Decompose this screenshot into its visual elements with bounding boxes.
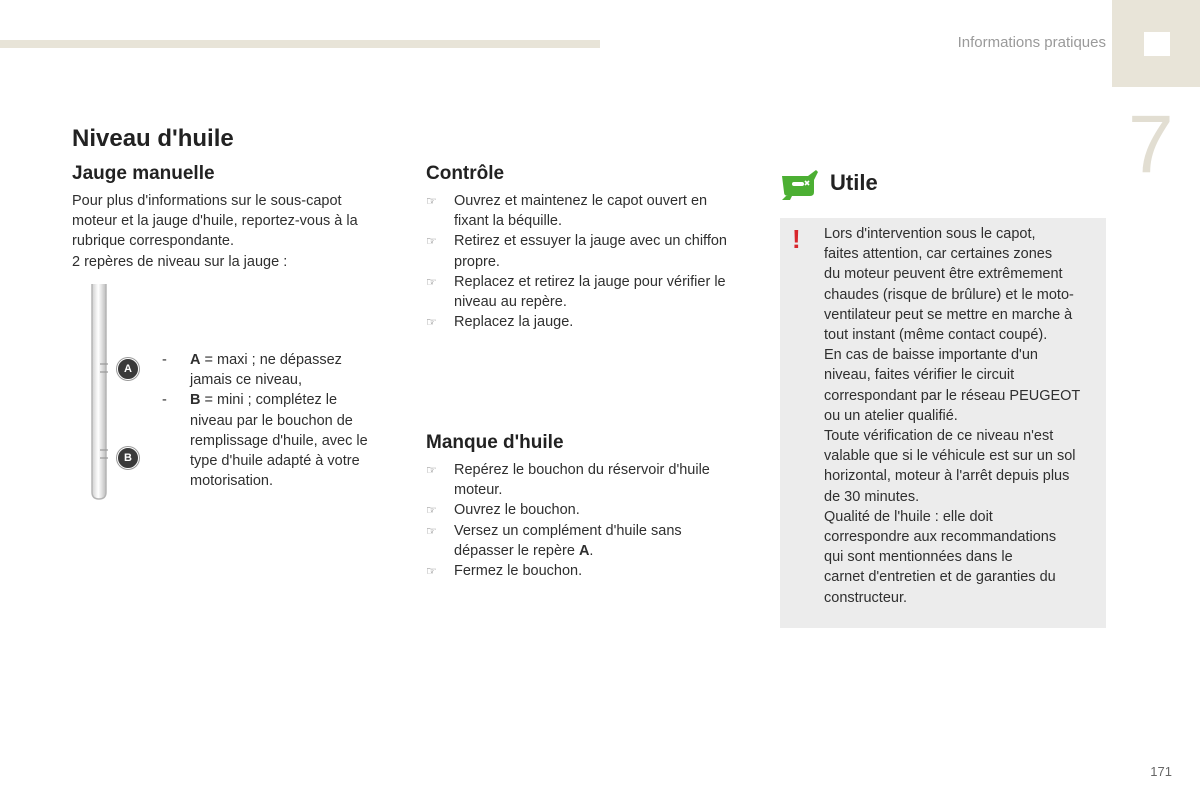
utile-line: carnet d'entretien et de garanties du [824, 569, 1056, 586]
level-letter: A [190, 352, 201, 368]
level-item-a [162, 350, 390, 390]
page-title: Niveau d'huile [72, 125, 234, 152]
pointing-hand-icon: ☞ [426, 194, 437, 208]
warning-icon: ! [792, 224, 801, 254]
list-dash: - [162, 352, 167, 368]
jauge-heading: Jauge manuelle [72, 163, 215, 184]
list-item: ☞ Ouvrez et maintenez le capot ouvert en fixant la béquille. [426, 193, 708, 230]
jauge-intro-line: moteur et la jauge d'huile, reportez-vous à la [72, 213, 358, 230]
utile-line: de 30 minutes. [824, 488, 920, 505]
manque-heading: Manque d'huile [426, 432, 564, 453]
chapter-number: 7 [1128, 99, 1174, 190]
pointing-hand-icon: ☞ [426, 315, 437, 330]
list-item: ☞ Ouvrez le bouchon. [426, 500, 756, 520]
pointing-hand-icon: ☞ [426, 503, 437, 518]
level-text: type d'huile adapté à votre [190, 453, 360, 470]
list-item: ☞ Replacez et retirez la jauge pour vérifier le niveau au repère. [426, 273, 726, 311]
level-text: niveau par le bouchon de [190, 412, 353, 429]
utile-line: valable que si le véhicule est sur un sol [824, 448, 1076, 465]
pointing-hand-icon: ☞ [426, 463, 437, 477]
dipstick-rod [92, 284, 106, 499]
jauge-intro-line: rubrique correspondante. [72, 233, 235, 250]
controle-list [426, 191, 756, 332]
list-item: ☞ Retirez et essuyer la jauge avec un chiffon propre. [426, 233, 727, 270]
header-rule [0, 40, 600, 48]
chapter-tab-square [1144, 32, 1170, 56]
level-text: remplissage d'huile, avec le [190, 432, 368, 449]
list-item: ☞ Versez un complément d'huile sans dépasser le repère A. [426, 522, 682, 559]
list-dash: - [162, 392, 167, 409]
utile-line: horizontal, moteur à l'arrêt depuis plus [824, 468, 1070, 485]
controle-heading: Contrôle [426, 163, 505, 184]
utile-line: Lors d'intervention sous le capot, [824, 226, 1036, 242]
pointing-hand-icon: ☞ [426, 523, 437, 538]
jauge-intro-line: Pour plus d'informations sur le sous-capot [72, 193, 342, 209]
utile-line: ventilateur peut se mettre en marche à [824, 306, 1073, 323]
dipstick-illustration [86, 280, 146, 504]
level-text: motorisation. [190, 473, 274, 490]
list-item: ☞ Replacez la jauge. [426, 312, 756, 332]
utile-line: ou un atelier qualifié. [824, 407, 958, 424]
level-text: = maxi ; ne dépassez [200, 352, 342, 368]
utile-line: faites attention, car certaines zones [824, 246, 1053, 263]
utile-line: chaudes (risque de brûlure) et le moto- [824, 286, 1074, 303]
page-number: 171 [1150, 764, 1172, 779]
utile-text [824, 224, 1100, 608]
jauge-intro [72, 191, 392, 272]
marker-b-badge: B [117, 447, 139, 469]
multitool-icon [778, 166, 820, 202]
utile-line: En cas de baisse importante d'un [824, 347, 1038, 364]
utile-line: qui sont mentionnées dans le [824, 549, 1013, 566]
utile-line: correspondant par le réseau PEUGEOT [824, 387, 1081, 404]
utile-line: correspondre aux recommandations [824, 529, 1057, 546]
list-item: ☞ Repérez le bouchon du réservoir d'huile moteur. [426, 462, 710, 499]
level-text: jamais ce niveau, [190, 372, 303, 389]
chapter-tab [1112, 0, 1200, 87]
level-list [162, 350, 390, 491]
pointing-hand-icon: ☞ [426, 234, 437, 249]
section-name: Informations pratiques [957, 34, 1106, 51]
list-item: ☞ Fermez le bouchon. [426, 561, 756, 581]
utile-line: niveau, faites vérifier le circuit [824, 367, 1015, 384]
utile-line: du moteur peuvent être extrêmement [824, 266, 1063, 283]
marker-a-badge: A [117, 358, 139, 380]
level-letter: B [190, 392, 201, 409]
utile-title: Utile [830, 170, 878, 195]
manque-list [426, 460, 756, 581]
utile-line: tout instant (même contact coupé). [824, 327, 1048, 344]
level-text: = mini ; complétez le [200, 392, 338, 409]
pointing-hand-icon: ☞ [426, 564, 437, 579]
level-item-b [162, 390, 390, 491]
jauge-intro-line: 2 repères de niveau sur la jauge : [72, 253, 288, 270]
utile-line: Toute vérification de ce niveau n'est [824, 428, 1054, 445]
utile-line: Qualité de l'huile : elle doit [824, 508, 993, 525]
utile-line: constructeur. [824, 589, 908, 606]
pointing-hand-icon: ☞ [426, 274, 437, 289]
